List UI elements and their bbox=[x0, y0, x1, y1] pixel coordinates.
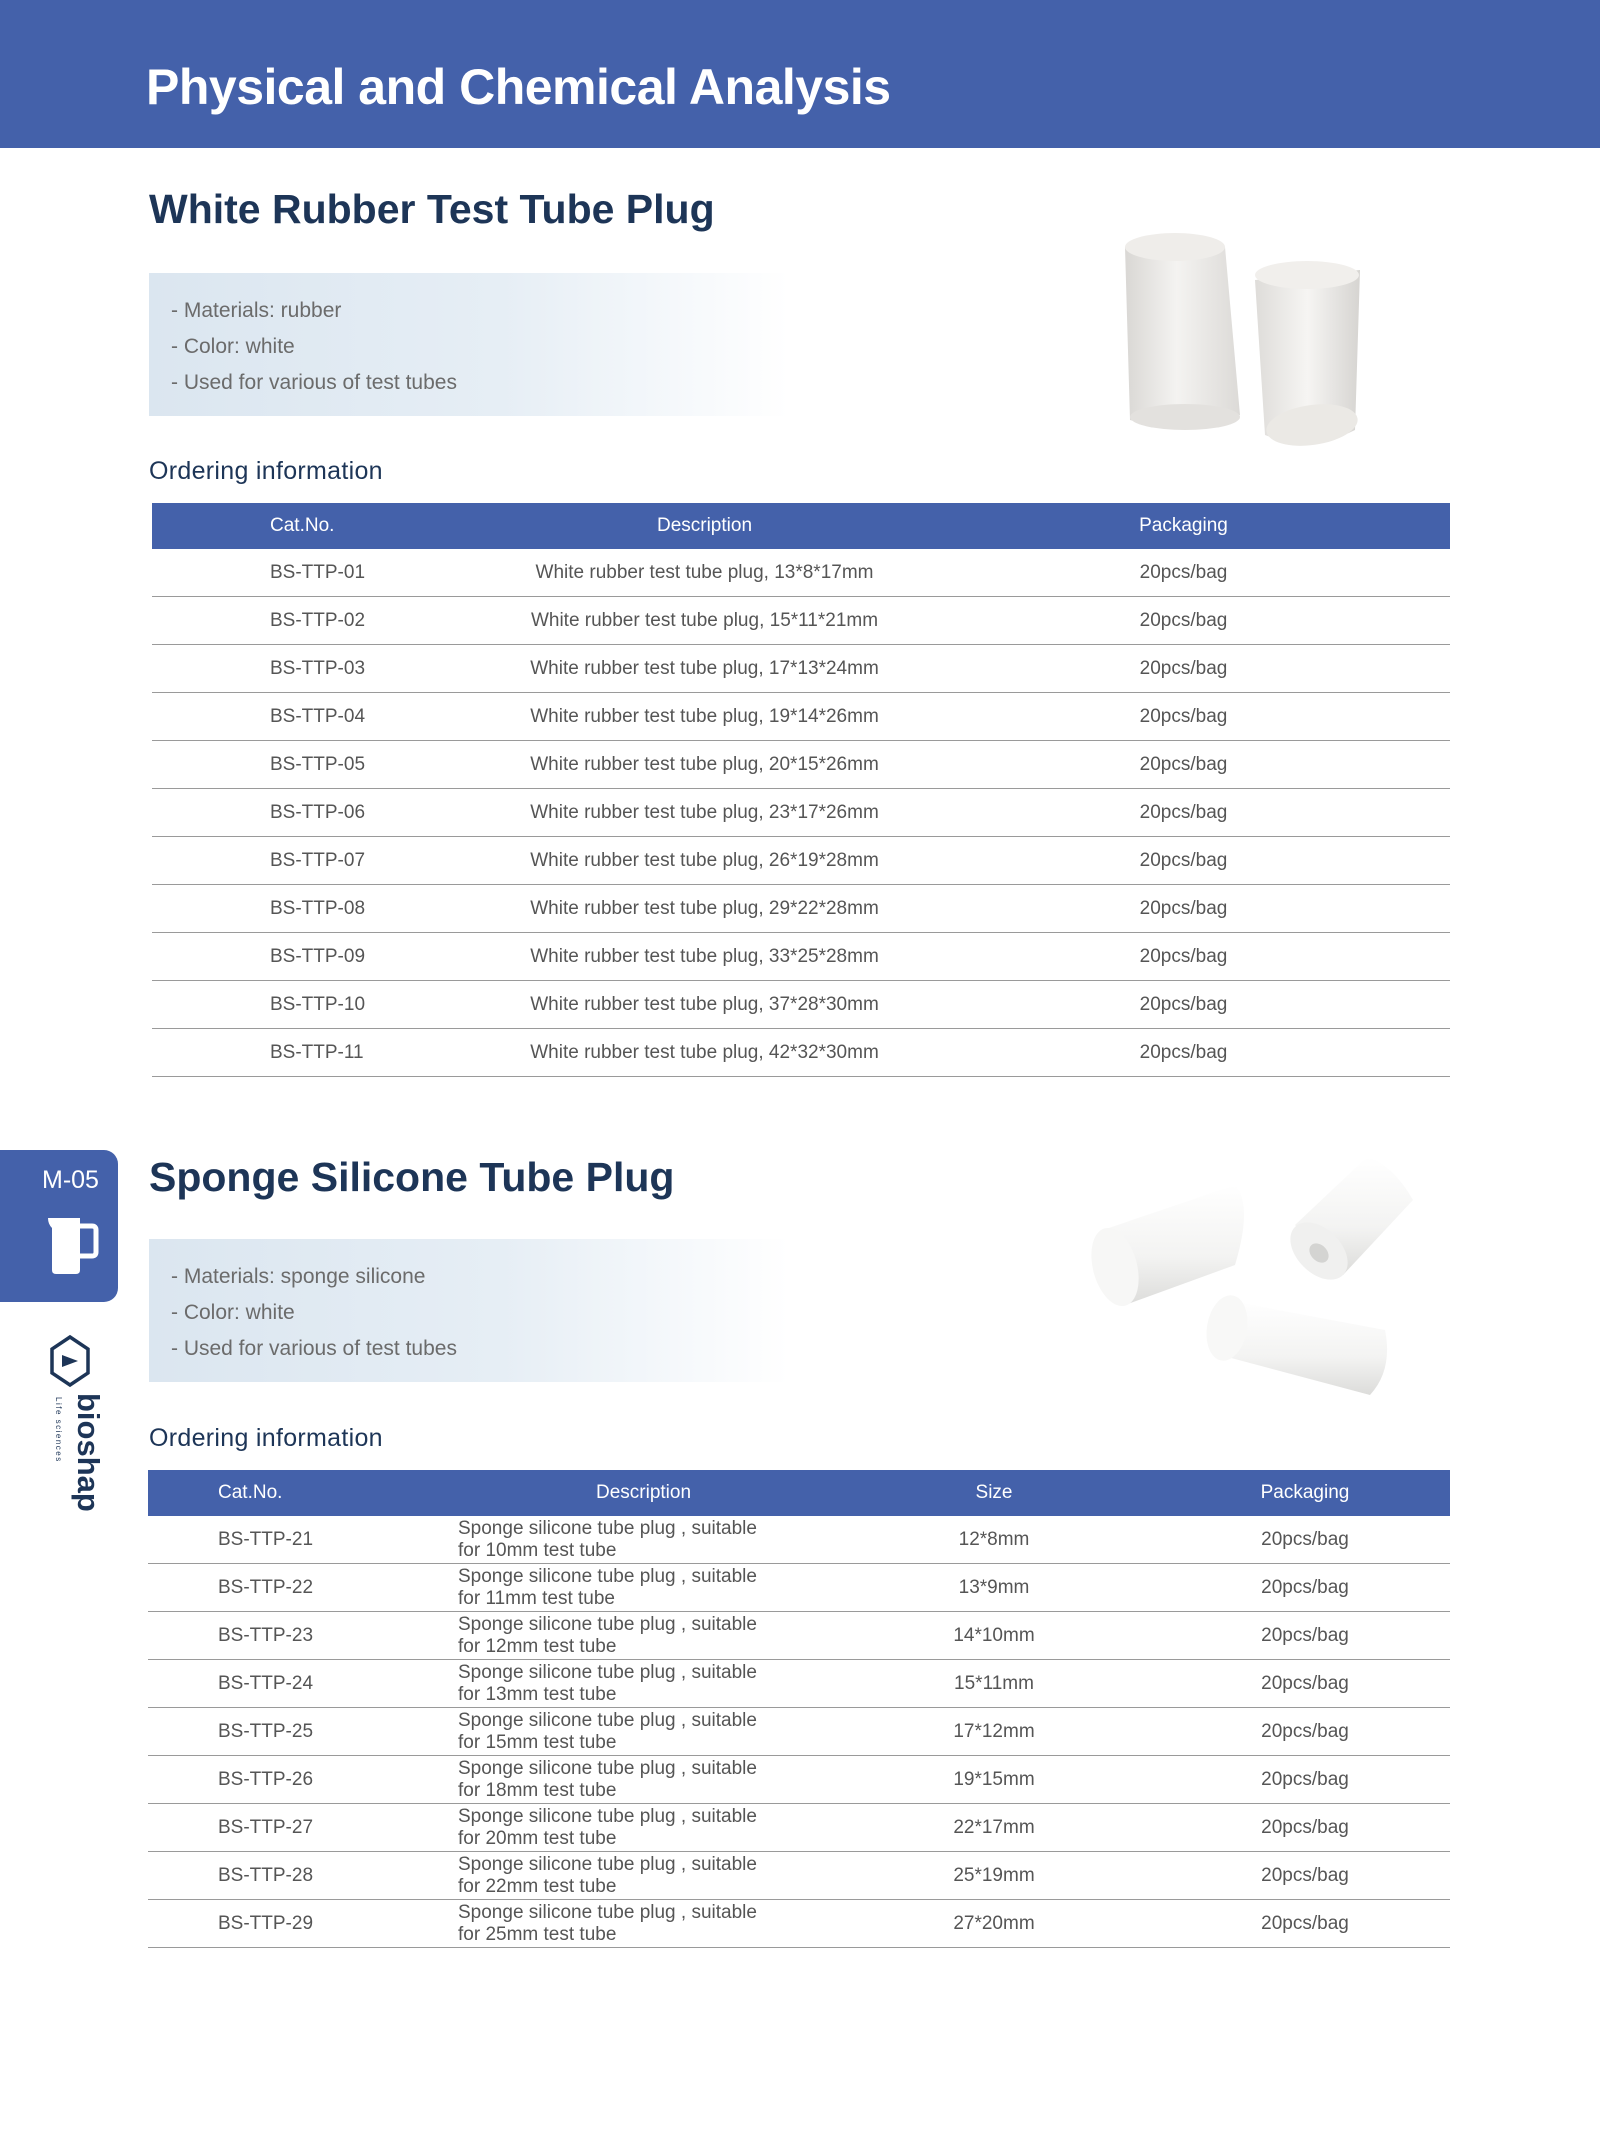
table-row bbox=[148, 1804, 1450, 1852]
cell-packaging: 20pcs/bag bbox=[1160, 1900, 1450, 1948]
table-row bbox=[148, 1612, 1450, 1660]
table-row bbox=[152, 597, 1450, 645]
cell-cat-no: BS-TTP-04 bbox=[152, 693, 492, 741]
cell-size: 15*11mm bbox=[768, 1660, 1160, 1708]
spec-line: - Used for various of test tubes bbox=[171, 371, 457, 394]
col-header-cat-no: Cat.No. bbox=[148, 1470, 406, 1516]
cell-cat-no: BS-TTP-02 bbox=[152, 597, 492, 645]
cell-size: 13*9mm bbox=[768, 1564, 1160, 1612]
col-header-description: Description bbox=[492, 503, 917, 549]
spec-line: - Materials: sponge silicone bbox=[171, 1265, 426, 1288]
table-row bbox=[152, 645, 1450, 693]
cell-cat-no: BS-TTP-26 bbox=[148, 1756, 406, 1804]
col-header-size: Size bbox=[768, 1470, 1160, 1516]
spec-box-sponge-plug bbox=[149, 1239, 789, 1382]
bioshap-logo bbox=[48, 1335, 106, 1512]
col-header-cat-no: Cat.No. bbox=[152, 503, 492, 549]
cell-packaging: 20pcs/bag bbox=[917, 741, 1450, 789]
cell-description: Sponge silicone tube plug , suitable for 11mm test tube bbox=[406, 1564, 768, 1612]
cell-description: Sponge silicone tube plug , suitable for 15mm test tube bbox=[406, 1708, 768, 1756]
table-row bbox=[152, 885, 1450, 933]
col-header-packaging: Packaging bbox=[917, 503, 1450, 549]
table-row bbox=[148, 1516, 1450, 1564]
svg-text:Life sciences: Life sciences bbox=[54, 1397, 63, 1463]
ordering-table-rubber-plug bbox=[152, 503, 1450, 1077]
cell-cat-no: BS-TTP-29 bbox=[148, 1900, 406, 1948]
col-header-packaging: Packaging bbox=[1160, 1470, 1450, 1516]
cell-packaging: 20pcs/bag bbox=[1160, 1852, 1450, 1900]
cell-size: 19*15mm bbox=[768, 1756, 1160, 1804]
cell-packaging: 20pcs/bag bbox=[917, 597, 1450, 645]
section-title-sponge-plug: Sponge Silicone Tube Plug bbox=[149, 1154, 675, 1200]
cell-description: White rubber test tube plug, 26*19*28mm bbox=[492, 837, 917, 885]
page-title: Physical and Chemical Analysis bbox=[146, 59, 891, 115]
cell-packaging: 20pcs/bag bbox=[1160, 1612, 1450, 1660]
spec-line: - Color: white bbox=[171, 1301, 295, 1324]
cell-cat-no: BS-TTP-23 bbox=[148, 1612, 406, 1660]
cell-description: White rubber test tube plug, 15*11*21mm bbox=[492, 597, 917, 645]
table-row bbox=[152, 693, 1450, 741]
spec-line: - Color: white bbox=[171, 335, 295, 358]
table-header-row bbox=[148, 1470, 1450, 1516]
cell-description: Sponge silicone tube plug , suitable for 22mm test tube bbox=[406, 1852, 768, 1900]
cell-packaging: 20pcs/bag bbox=[1160, 1708, 1450, 1756]
cell-packaging: 20pcs/bag bbox=[917, 1029, 1450, 1077]
cell-description: White rubber test tube plug, 17*13*24mm bbox=[492, 645, 917, 693]
table-row bbox=[148, 1708, 1450, 1756]
page-code: M-05 bbox=[42, 1166, 99, 1194]
cell-packaging: 20pcs/bag bbox=[917, 789, 1450, 837]
cell-packaging: 20pcs/bag bbox=[1160, 1756, 1450, 1804]
table-row bbox=[152, 741, 1450, 789]
cell-packaging: 20pcs/bag bbox=[917, 981, 1450, 1029]
cell-packaging: 20pcs/bag bbox=[1160, 1804, 1450, 1852]
cell-packaging: 20pcs/bag bbox=[917, 645, 1450, 693]
table-row bbox=[148, 1900, 1450, 1948]
table-row bbox=[148, 1852, 1450, 1900]
cell-packaging: 20pcs/bag bbox=[1160, 1564, 1450, 1612]
cell-size: 14*10mm bbox=[768, 1612, 1160, 1660]
cell-size: 22*17mm bbox=[768, 1804, 1160, 1852]
cell-size: 25*19mm bbox=[768, 1852, 1160, 1900]
cell-cat-no: BS-TTP-05 bbox=[152, 741, 492, 789]
cell-cat-no: BS-TTP-22 bbox=[148, 1564, 406, 1612]
cell-packaging: 20pcs/bag bbox=[917, 693, 1450, 741]
ordering-label: Ordering information bbox=[149, 1424, 383, 1452]
cell-description: White rubber test tube plug, 23*17*26mm bbox=[492, 789, 917, 837]
cell-description: Sponge silicone tube plug , suitable for 13mm test tube bbox=[406, 1660, 768, 1708]
table-row bbox=[152, 789, 1450, 837]
cell-description: White rubber test tube plug, 20*15*26mm bbox=[492, 741, 917, 789]
table-row bbox=[148, 1756, 1450, 1804]
cell-description: Sponge silicone tube plug , suitable for 18mm test tube bbox=[406, 1756, 768, 1804]
cell-size: 12*8mm bbox=[768, 1516, 1160, 1564]
cell-packaging: 20pcs/bag bbox=[1160, 1516, 1450, 1564]
table-row bbox=[148, 1564, 1450, 1612]
cell-description: Sponge silicone tube plug , suitable for 25mm test tube bbox=[406, 1900, 768, 1948]
beaker-icon bbox=[44, 1212, 100, 1276]
svg-text:bioshap: bioshap bbox=[71, 1393, 106, 1512]
cell-description: White rubber test tube plug, 29*22*28mm bbox=[492, 885, 917, 933]
table-row bbox=[152, 1029, 1450, 1077]
table-row bbox=[152, 981, 1450, 1029]
rubber-plug-image bbox=[1090, 225, 1390, 470]
cell-size: 27*20mm bbox=[768, 1900, 1160, 1948]
cell-cat-no: BS-TTP-07 bbox=[152, 837, 492, 885]
cell-cat-no: BS-TTP-09 bbox=[152, 933, 492, 981]
cell-cat-no: BS-TTP-03 bbox=[152, 645, 492, 693]
cell-description: White rubber test tube plug, 42*32*30mm bbox=[492, 1029, 917, 1077]
cell-cat-no: BS-TTP-01 bbox=[152, 549, 492, 597]
cell-description: Sponge silicone tube plug , suitable for 20mm test tube bbox=[406, 1804, 768, 1852]
table-row bbox=[148, 1660, 1450, 1708]
cell-packaging: 20pcs/bag bbox=[917, 549, 1450, 597]
cell-packaging: 20pcs/bag bbox=[917, 933, 1450, 981]
section-title-rubber-plug: White Rubber Test Tube Plug bbox=[149, 186, 715, 232]
cell-cat-no: BS-TTP-06 bbox=[152, 789, 492, 837]
cell-size: 17*12mm bbox=[768, 1708, 1160, 1756]
table-row bbox=[152, 549, 1450, 597]
cell-description: White rubber test tube plug, 33*25*28mm bbox=[492, 933, 917, 981]
cell-cat-no: BS-TTP-10 bbox=[152, 981, 492, 1029]
cell-description: White rubber test tube plug, 19*14*26mm bbox=[492, 693, 917, 741]
cell-cat-no: BS-TTP-08 bbox=[152, 885, 492, 933]
cell-cat-no: BS-TTP-24 bbox=[148, 1660, 406, 1708]
cell-description: Sponge silicone tube plug , suitable for 10mm test tube bbox=[406, 1516, 768, 1564]
cell-packaging: 20pcs/bag bbox=[917, 837, 1450, 885]
cell-cat-no: BS-TTP-21 bbox=[148, 1516, 406, 1564]
cell-packaging: 20pcs/bag bbox=[1160, 1660, 1450, 1708]
cell-description: White rubber test tube plug, 37*28*30mm bbox=[492, 981, 917, 1029]
cell-description: White rubber test tube plug, 13*8*17mm bbox=[492, 549, 917, 597]
table-row bbox=[152, 933, 1450, 981]
header-band bbox=[0, 0, 1600, 148]
spec-box-rubber-plug bbox=[149, 273, 789, 416]
spec-line: - Used for various of test tubes bbox=[171, 1337, 457, 1360]
cell-description: Sponge silicone tube plug , suitable for 12mm test tube bbox=[406, 1612, 768, 1660]
page-section-tab bbox=[0, 1150, 118, 1302]
col-header-description: Description bbox=[406, 1470, 768, 1516]
cell-cat-no: BS-TTP-11 bbox=[152, 1029, 492, 1077]
table-header-row bbox=[152, 503, 1450, 549]
table-row bbox=[152, 837, 1450, 885]
sponge-plug-image bbox=[1075, 1145, 1430, 1405]
cell-cat-no: BS-TTP-27 bbox=[148, 1804, 406, 1852]
ordering-label: Ordering information bbox=[149, 457, 383, 485]
cell-packaging: 20pcs/bag bbox=[917, 885, 1450, 933]
spec-line: - Materials: rubber bbox=[171, 299, 342, 322]
ordering-table-sponge-plug bbox=[148, 1470, 1450, 1948]
cell-cat-no: BS-TTP-25 bbox=[148, 1708, 406, 1756]
cell-cat-no: BS-TTP-28 bbox=[148, 1852, 406, 1900]
